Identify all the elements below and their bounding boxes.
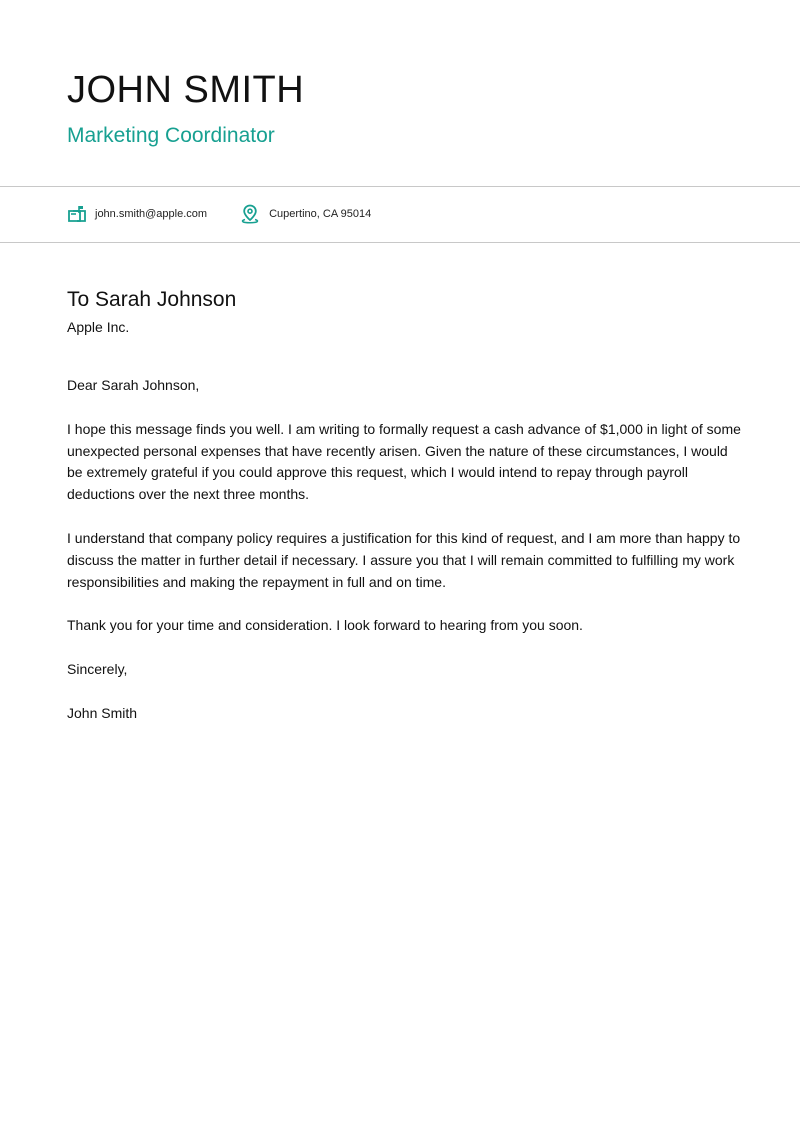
- salutation: Dear Sarah Johnson,: [67, 377, 200, 393]
- map-pin-icon: [241, 204, 259, 224]
- signature: John Smith: [67, 704, 138, 721]
- header-divider-bottom: [0, 242, 800, 243]
- contact-location: [241, 204, 371, 224]
- body-paragraph: I understand that company policy requires a justification for this kind of request, and I am more than happy to discuss the matter in further detail if necessary. I assure you that I will remain committed to fulfilling my work responsibilities and making the repayment in full and on time.: [67, 529, 741, 590]
- sender-job-title: Marketing Coordinator: [67, 124, 275, 147]
- sender-name: JOHN SMITH: [67, 69, 305, 111]
- contact-info-row: [67, 202, 371, 226]
- letter-body: [67, 375, 743, 725]
- body-paragraph: Thank you for your time and consideration. I look forward to hearing from you soon.: [67, 617, 583, 634]
- closing: Sincerely,: [67, 661, 128, 678]
- body-paragraph: I hope this message finds you well. I am writing to formally request a cash advance of $1,000 in light of some unexpected personal expenses that have recently arisen. Given the nature of these circumstances, I would be extremely grateful if you could approve this request, which I would intend to repay through payroll deductions over the next three months.: [67, 420, 741, 503]
- recipient-name: To Sarah Johnson: [67, 288, 237, 311]
- recipient-company: Apple Inc.: [67, 319, 130, 335]
- mailbox-icon: [67, 205, 87, 223]
- email-text: john.smith@apple.com: [95, 208, 208, 220]
- header-divider-top: [0, 186, 800, 187]
- letter-header: [67, 66, 760, 150]
- location-text: Cupertino, CA 95014: [269, 208, 372, 220]
- contact-email[interactable]: [67, 205, 207, 223]
- recipient-block: [67, 286, 236, 336]
